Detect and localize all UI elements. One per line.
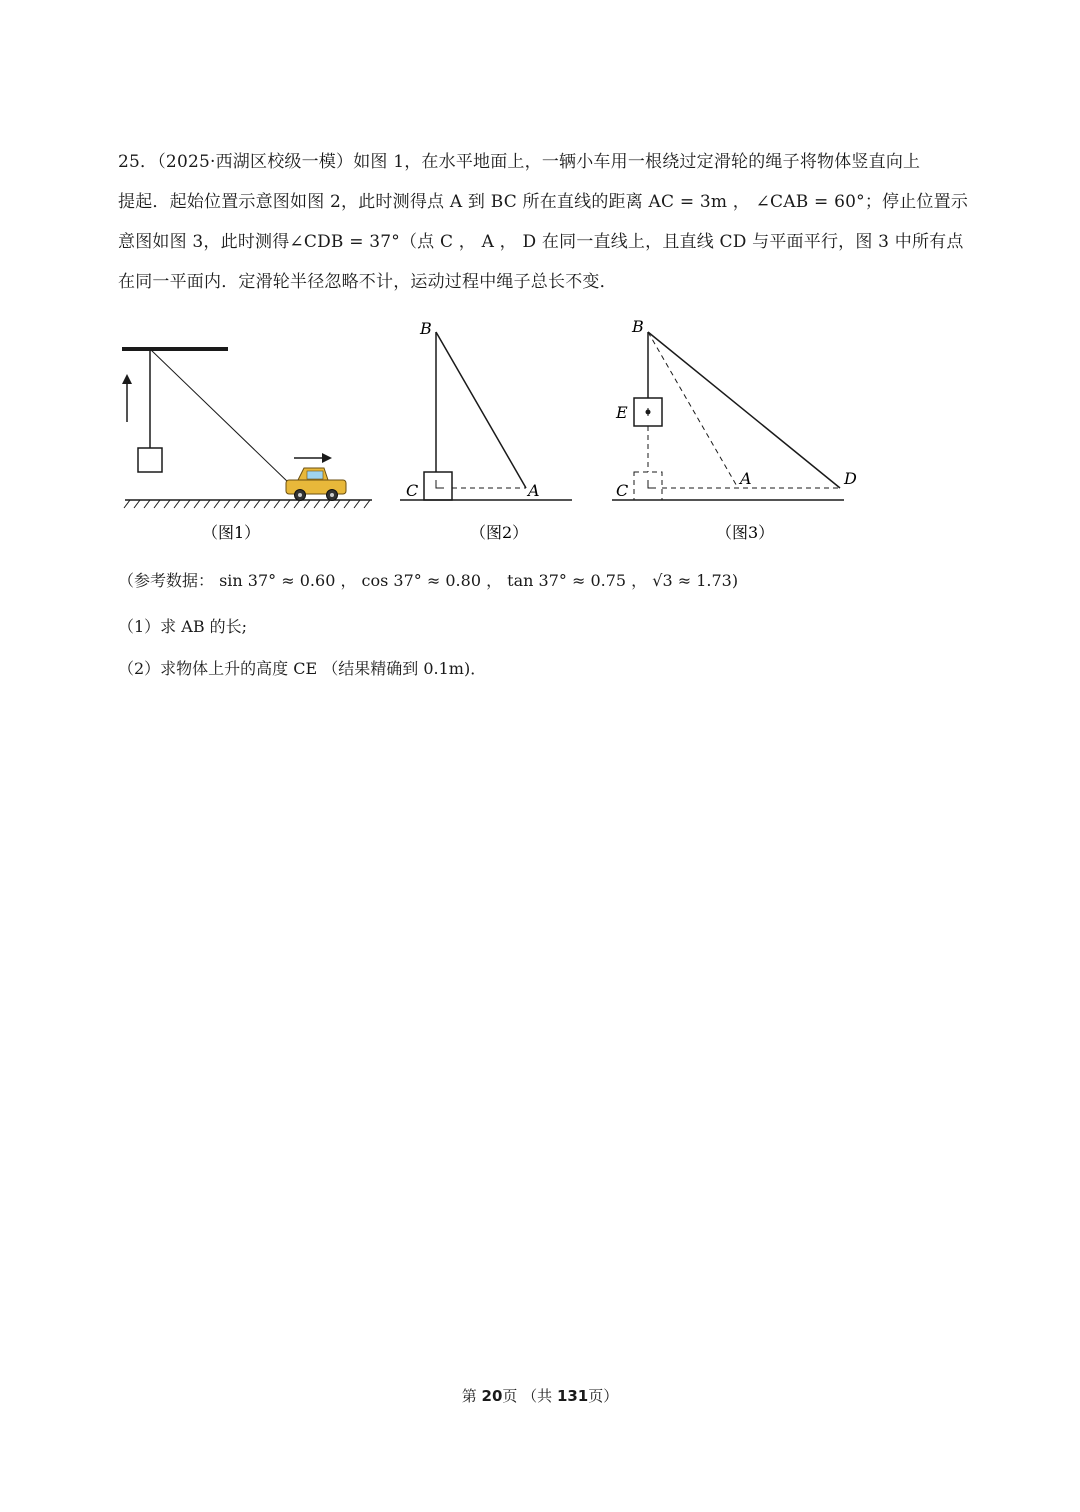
footer-total-pages: 131 (556, 1387, 589, 1405)
page-footer (0, 1384, 1080, 1408)
ground-hatching (124, 500, 370, 508)
fig2-right-angle (436, 480, 444, 488)
fig3-right-angle (648, 480, 656, 488)
footer-prefix: 第 (461, 1387, 482, 1405)
figure-2-caption: （图2） (470, 523, 529, 542)
figures-svg (110, 312, 880, 552)
fig2-label-b: B (420, 319, 432, 338)
problem-statement (118, 142, 968, 302)
car-icon (286, 468, 346, 501)
fig3-label-b: B (632, 317, 644, 336)
footer-middle: 页 （共 (502, 1387, 557, 1405)
question-2: （2）求物体上升的高度 CE （结果精确到 0.1m)． (118, 659, 487, 678)
hanging-box (138, 448, 162, 472)
fig2-box (424, 472, 452, 500)
right-arrow-icon (294, 453, 332, 463)
fig3-line-bd (648, 332, 840, 488)
footer-page-number: 20 (481, 1387, 503, 1405)
question-1: （1）求 AB 的长; (118, 617, 248, 636)
problem-line-3: 意图如图 3，此时测得∠CDB = 37°（点 C ， A ， D 在同一直线上，且直线 CD 与平面平行，图 3 中所有点 (118, 232, 964, 252)
figure-3-caption: （图3） (716, 523, 775, 542)
slanted-rope (150, 349, 290, 484)
fig3-label-a: A (740, 469, 752, 488)
problem-line-4: 在同一平面内．定滑轮半径忽略不计，运动过程中绳子总长不变． (118, 272, 617, 292)
fig2-label-c: C (406, 481, 419, 500)
figure-3 (612, 317, 857, 542)
footer-suffix: 页） (588, 1387, 619, 1405)
figure-1 (122, 349, 372, 542)
problem-line-2: 提起．起始位置示意图如图 2，此时测得点 A 到 BC 所在直线的距离 AC = 3m ， ∠CAB = 60°；停止位置示 (118, 192, 969, 212)
figure-2 (400, 319, 572, 542)
reference-data: （参考数据： sin 37° ≈ 0.60 ， cos 37° ≈ 0.80 ， tan 37° ≈ 0.75 ， √3 ≈ 1.73) (118, 571, 739, 590)
figures-row (110, 312, 880, 552)
up-arrow-icon (122, 374, 132, 422)
fig2-label-a: A (528, 481, 540, 500)
fig3-label-d: D (844, 469, 857, 488)
fig3-label-e: E (616, 403, 628, 422)
figure-1-caption: （图1） (202, 523, 261, 542)
fig3-label-c: C (616, 481, 629, 500)
problem-line-1: 25．（2025·西湖区校级一模）如图 1，在水平地面上，一辆小车用一根绕过定滑轮的绳子将物体竖直向上 (118, 152, 921, 172)
fig2-line-ab (436, 332, 526, 488)
